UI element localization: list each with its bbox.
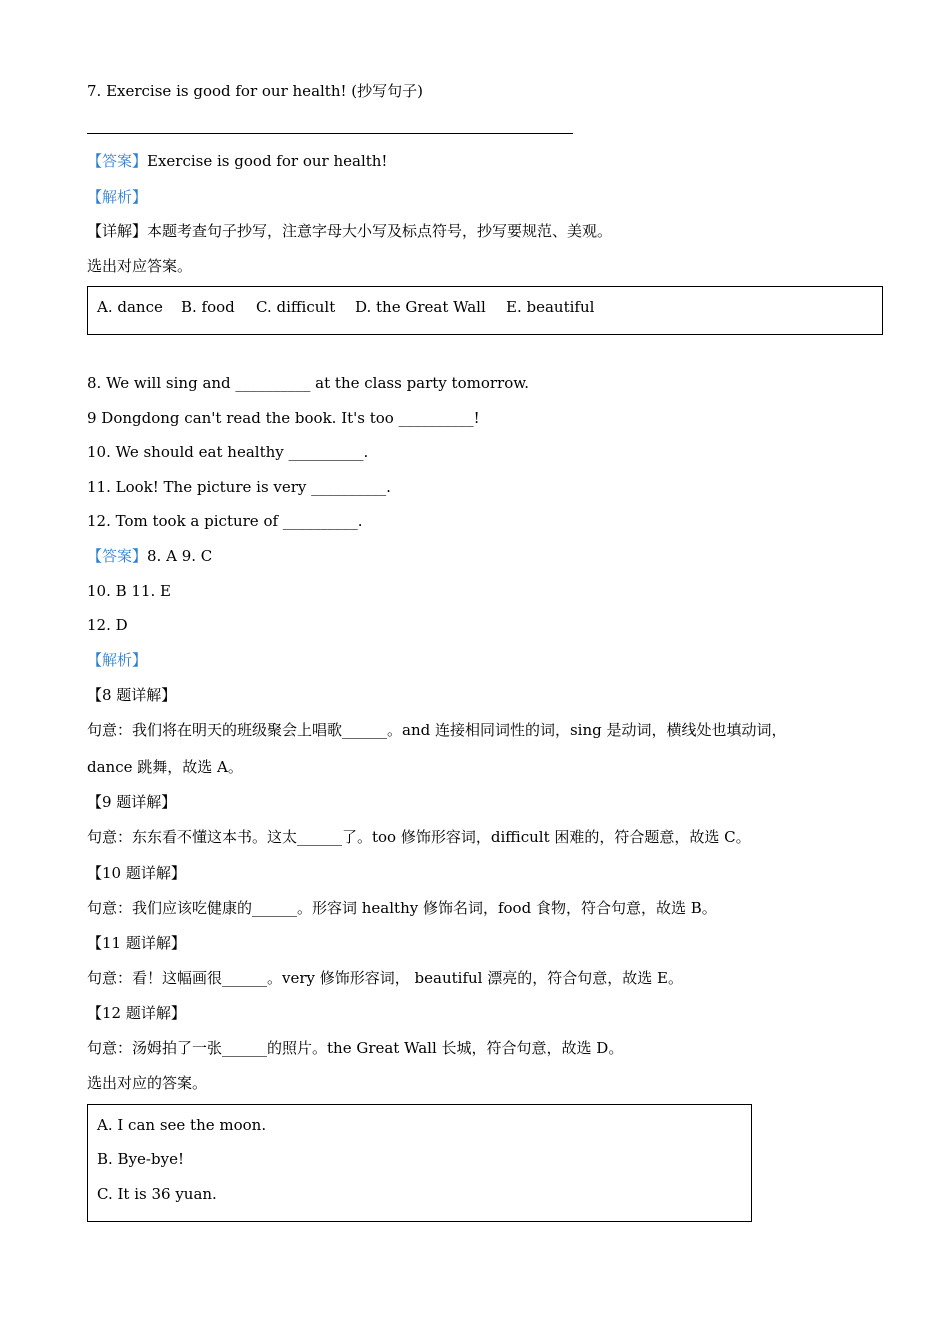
q7-answer — [87, 151, 387, 171]
detail-8-title: 【8 题详解】 — [87, 686, 177, 704]
answer-text: Exercise is good for our health! — [147, 152, 388, 170]
detail-9-line1: 句意：东东看不懂这本书。这太______了。too 修饰形容词，difficult 困难的，符合题意，故选 C。 — [87, 828, 751, 846]
section3-instruction: 选出对应的答案。 — [87, 1074, 208, 1092]
option-a: A. dance — [97, 298, 163, 316]
section2-instruction: 选出对应答案。 — [87, 257, 193, 275]
detail-8-line2: dance 跳舞，故选 A。 — [87, 758, 243, 776]
detail-9-title: 【9 题详解】 — [87, 793, 177, 811]
answer-tag: 【答案】 — [87, 547, 148, 565]
section3-option-b: B. Bye-bye! — [97, 1150, 184, 1168]
q7-analysis-tag: 【解析】 — [87, 188, 148, 206]
detail-10-title: 【10 题详解】 — [87, 864, 186, 882]
option-e: E. beautiful — [506, 298, 595, 316]
question-9: 9 Dongdong can't read the book. It's too __________! — [87, 409, 480, 427]
section3-option-a: A. I can see the moon. — [97, 1116, 267, 1134]
options-box — [87, 286, 883, 335]
section2-answers-line3: 12. D — [87, 616, 128, 634]
detail-10-line1: 句意：我们应该吃健康的______。形容词 healthy 修饰名词，food 食物，符合句意，故选 B。 — [87, 899, 717, 917]
detail-11-title: 【11 题详解】 — [87, 934, 186, 952]
section3-options-box — [87, 1104, 752, 1222]
section3-option-c: C. It is 36 yuan. — [97, 1185, 217, 1203]
question-11: 11. Look! The picture is very __________. — [87, 478, 391, 496]
answer-tag: 【答案】 — [87, 152, 148, 170]
option-b: B. food — [181, 298, 235, 316]
answer-blank-line — [87, 133, 573, 134]
question-10: 10. We should eat healthy __________. — [87, 443, 369, 461]
option-c: C. difficult — [256, 298, 336, 316]
detail-12-title: 【12 题详解】 — [87, 1004, 186, 1022]
question-8: 8. We will sing and __________ at the class party tomorrow. — [87, 374, 530, 392]
section2-analysis-tag: 【解析】 — [87, 651, 148, 669]
section2-answers-line1 — [87, 546, 212, 566]
q7-detail: 【详解】本题考查句子抄写，注意字母大小写及标点符号，抄写要规范、美观。 — [87, 222, 613, 240]
section2-answers-line2: 10. B 11. E — [87, 582, 171, 600]
detail-12-line1: 句意：汤姆拍了一张______的照片。the Great Wall 长城，符合句意，故选 D。 — [87, 1039, 624, 1057]
q7-question: 7. Exercise is good for our health! (抄写句子) — [87, 82, 423, 100]
answers-text: 8. A 9. C — [147, 547, 213, 565]
option-d: D. the Great Wall — [355, 298, 486, 316]
detail-11-line1: 句意：看！这幅画很______。very 修饰形容词， beautiful 漂亮的，符合句意，故选 E。 — [87, 969, 683, 987]
question-12: 12. Tom took a picture of __________. — [87, 512, 363, 530]
detail-8-line1: 句意：我们将在明天的班级聚会上唱歌______。and 连接相同词性的词，sing 是动词，横线处也填动词， — [87, 721, 787, 739]
